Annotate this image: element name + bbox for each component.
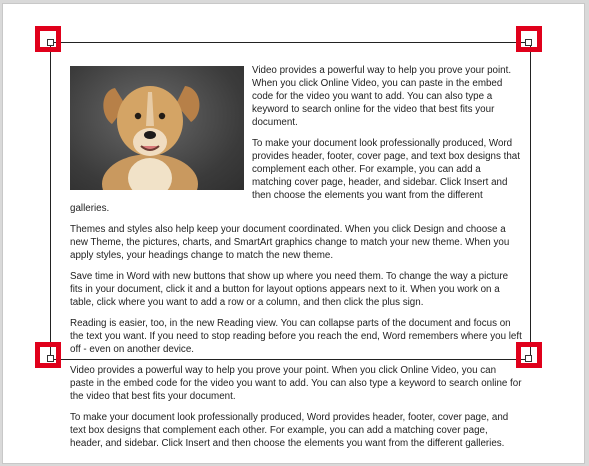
paragraph-3: Themes and styles also help keep your document coordinated. When you click Design and choose a new Theme, the pictures, charts, and SmartArt graphics change to match your new theme. When you apply styles, your headings change to match the new theme. (70, 224, 510, 261)
resize-handle-top-left[interactable] (47, 39, 54, 46)
resize-handle-top-right[interactable] (525, 39, 532, 46)
dog-photo[interactable] (70, 66, 244, 190)
paragraph-4: Save time in Word with new buttons that show up where you need them. To change the way a picture fits in your document, click it and a button for layout options appears next to it. When you work on a table, click where you want to add a row or a column, and then click the plus sign. (70, 271, 509, 308)
resize-handle-bottom-left[interactable] (47, 355, 54, 362)
paragraph-5: Reading is easier, too, in the new Reading view. You can collapse parts of the document and focus on the text you want. If you need to stop reading before you reach the end, Word remembers where you left off - even on another device. (70, 318, 522, 355)
paragraph-7: To make your document look professionally produced, Word provides header, footer, cover page, and text box designs that complement each other. For example, you can add a matching cover page, header, and sidebar. Click Insert and then choose the elements you want from the different galleries. (70, 412, 509, 449)
paragraph-2: To make your document look professionally produced, Word provides header, footer, cover page, and text box designs that complement each other. For example, you can add a matching cover page, header, and sidebar. Click Insert and then choose the elements you want from the different galleries. (70, 138, 520, 214)
paragraph-6: Video provides a powerful way to help you prove your point. When you click Online Video, you can paste in the embed code for the video you want to add. You can also type a keyword to search online for the video that best fits your document. (70, 365, 522, 402)
document-body[interactable] (70, 64, 522, 458)
document-page (3, 4, 584, 463)
resize-handle-bottom-right[interactable] (525, 355, 532, 362)
dog-image-icon (70, 66, 244, 190)
paragraph-1: Video provides a powerful way to help you prove your point. When you click Online Video, you can paste in the embed code for the video you want to add. You can also type a keyword to search online for the video that best fits your document. (252, 65, 512, 128)
